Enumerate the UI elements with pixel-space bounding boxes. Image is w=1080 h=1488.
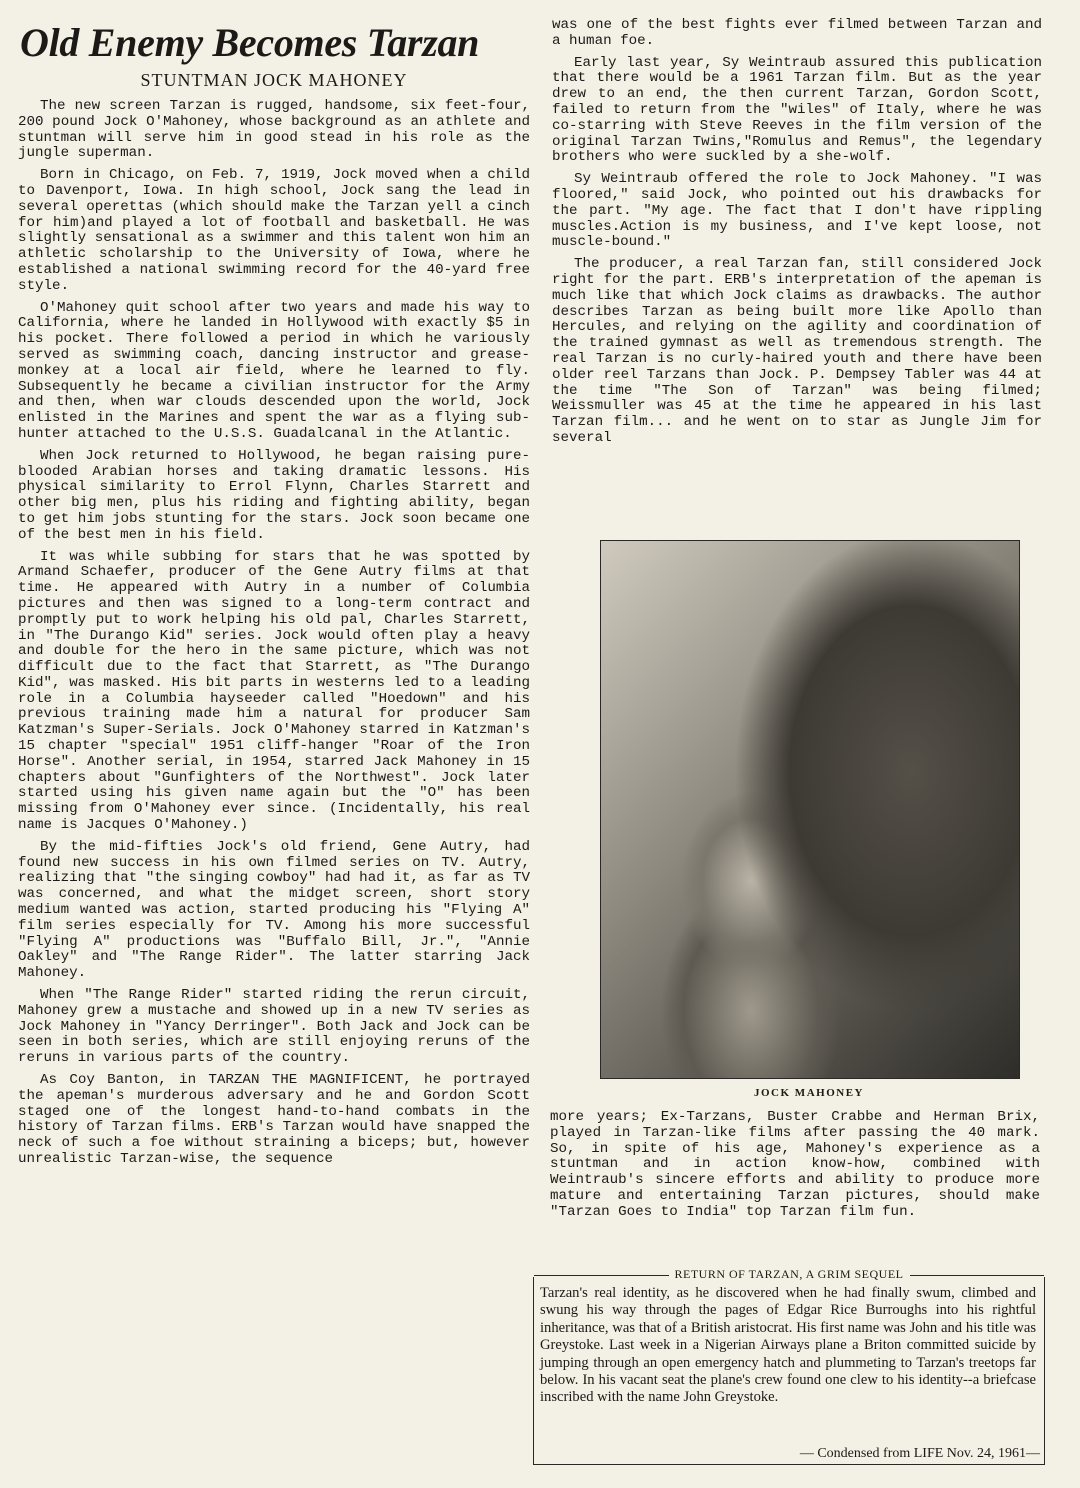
tarzan-elephant-photo bbox=[600, 540, 1020, 1079]
sidebar-title-text: RETURN OF TARZAN, A GRIM SEQUEL bbox=[669, 1267, 910, 1281]
article-paragraph: The new screen Tarzan is rugged, handsome, six feet-four, 200 pound Jock O'Mahoney, whose background as an athlete and stuntman will serve him in good stead in his role as the jungle superman. bbox=[18, 98, 530, 162]
article-paragraph: As Coy Banton, in TARZAN THE MAGNIFICENT, he portrayed the apeman's murderous adversary and he and Gordon Scott staged one of the longest hand-to-hand combats in the history of Tarzan films. ERB's Tarzan would have snapped the neck of such a foe without straining a biceps; but, however unrealistic Tarzan-wise, the sequence bbox=[18, 1072, 530, 1167]
right-column-top bbox=[552, 18, 1042, 453]
article-paragraph: It was while subbing for stars that he was spotted by Armand Schaefer, producer of the Gene Autry films at that time. He appeared with Autry in a number of Columbia pictures and then was signed to a long-term contract and promptly put to work helping his old pal, Charles Starrett, in "The Durango Kid" series. Jock would often play a heavy and double for the hero in the same picture, which was not difficult due to the fact that Starrett, as "The Durango Kid", was masked. His bit parts in westerns led to a leading role in a Columbia hayseeder called "Hoedown" and his previous training made him a natural for producer Sam Katzman's Super-Serials. Jock O'Mahoney starred in Katzman's 15 chapter "special" 1951 cliff-hanger "Roar of the Iron Horse". Another serial, in 1954, starred Jack Mahoney in 15 chapters about "Gunfighters of the Northwest". Jock later started using his given name again but the "O" has been missing from O'Mahoney ever since. (Incidentally, his real name is Jacques O'Mahoney.) bbox=[18, 548, 530, 834]
article-paragraph: By the mid-fifties Jock's old friend, Gene Autry, had found new success in his own filmed series on TV. Autry, realizing that "the singing cowboy" had had it, as far as TV was concerned, and what the midget screen, short story medium wanted was action, started producing his "Flying A" film series especially for TV. Among his more successful "Flying A" productions was "Buffalo Bill, Jr.", "Annie Oakley" and "The Range Rider". The latter starring Jack Mahoney. bbox=[18, 838, 530, 982]
article-paragraph: was one of the best fights ever filmed between Tarzan and a human foe. bbox=[552, 17, 1042, 49]
photo-caption: JOCK MAHONEY bbox=[754, 1087, 864, 1099]
sidebar-box bbox=[533, 1267, 1045, 1465]
article-paragraph: Born in Chicago, on Feb. 7, 1919, Jock moved when a child to Davenport, Iowa. In high school, Jock sang the lead in several operettas (which should make the Tarzan yell a cinch for him)and played a lot of football and basketball. He was slightly sensational as a swimmer and this talent won him an athletic scholarship to the University of Iowa, where he established a national swimming record for the 40-yard free style. bbox=[18, 167, 530, 294]
article-paragraph: Early last year, Sy Weintraub assured this publication that there would be a 1961 Tarzan film. But as the year drew to an end, the then current Tarzan, Gordon Scott, failed to return from the "wiles" of Italy, where he was co-starring with Steve Reeves in the film version of the original Tarzan Twins,"Romulus and Remus", the legendary brothers who were suckled by a she-wolf. bbox=[552, 54, 1042, 166]
sidebar-title bbox=[534, 1267, 1044, 1282]
article-paragraph: more years; Ex-Tarzans, Buster Crabbe and Herman Brix, played in Tarzan-like films after passing the 40 mark. So, in spite of his age, Mahoney's experience as a stuntman and in action know-how, combined with Weintraub's sincere efforts and ability to produce more mature and entertaining Tarzan pictures, should make "Tarzan Goes to India" top Tarzan film fun. bbox=[550, 1109, 1040, 1220]
article-paragraph: When "The Range Rider" started riding the rerun circuit, Mahoney grew a mustache and showed up in a new TV series as Jock Mahoney in "Yancy Derringer". Both Jack and Jock can be seen in both series, which are still enjoying reruns of the reruns in various parts of the country. bbox=[18, 987, 530, 1067]
article-paragraph: The producer, a real Tarzan fan, still considered Jock right for the part. ERB's interpretation of the apeman is much like that which Jock claims as drawbacks. The author describes Tarzan as being built more like Apollo than Hercules, and relying on the agility and coordination of the trained gymnast as well as tremendous strength. The real Tarzan is no curly-haired youth and there have been older reel Tarzans than Jock. P. Dempsey Tabler was 44 at the time "The Son of Tarzan" was being filmed; Weissmuller was 45 at the time he appeared in his last Tarzan film... and he went on to star as Jungle Jim for several bbox=[552, 256, 1042, 446]
article-subheadline: STUNTMAN JOCK MAHONEY bbox=[140, 70, 408, 90]
article-paragraph: Sy Weintraub offered the role to Jock Mahoney. "I was floored," said Jock, who pointed out his drawbacks for the part. "My age. The fact that I don't have rippling muscles.Action is my business, and I've kept loose, not muscle-bound." bbox=[552, 171, 1042, 251]
right-column-bottom bbox=[550, 1110, 1040, 1227]
article-paragraph: When Jock returned to Hollywood, he began raising pure-blooded Arabian horses and taking dramatic lessons. His physical similarity to Errol Flynn, Charles Starrett and other big men, plus his riding and fighting ability, began to get him jobs stunting for the stars. Jock soon became one of the best men in his field. bbox=[18, 447, 530, 543]
article-headline: Old Enemy Becomes Tarzan bbox=[20, 20, 480, 65]
left-column bbox=[18, 20, 530, 1174]
sidebar-credit: — Condensed from LIFE Nov. 24, 1961— bbox=[799, 1446, 1040, 1461]
article-paragraph: O'Mahoney quit school after two years and made his way to California, where he landed in Hollywood with exactly $5 in his pocket. There followed a period in which he variously served as swimming coach, dancing instructor and grease-monkey at a local air field, where he learned to fly. Subsequently he became a civilian instructor for the Army and then, when war clouds descended upon the world, Jock enlisted in the Marines and spent the war as a flying sub-hunter attached to the U.S.S. Guadalcanal in the Atlantic. bbox=[18, 299, 530, 442]
sidebar-body: Tarzan's real identity, as he discovered when he had finally swum, climbed and swung his way through the pages of Edgar Rice Burroughs into his rightful inheritance, was that of a British aristocrat. His first name was John and his title was Greystoke. Last week in a Nigerian Airways plane a Briton committed suicide by jumping through an open emergency hatch and plummeting to Tarzan's treetops far below. In his vacant seat the plane's crew found one clew to his identity--a briefcase inscribed with the name John Greystoke. bbox=[540, 1285, 1036, 1406]
